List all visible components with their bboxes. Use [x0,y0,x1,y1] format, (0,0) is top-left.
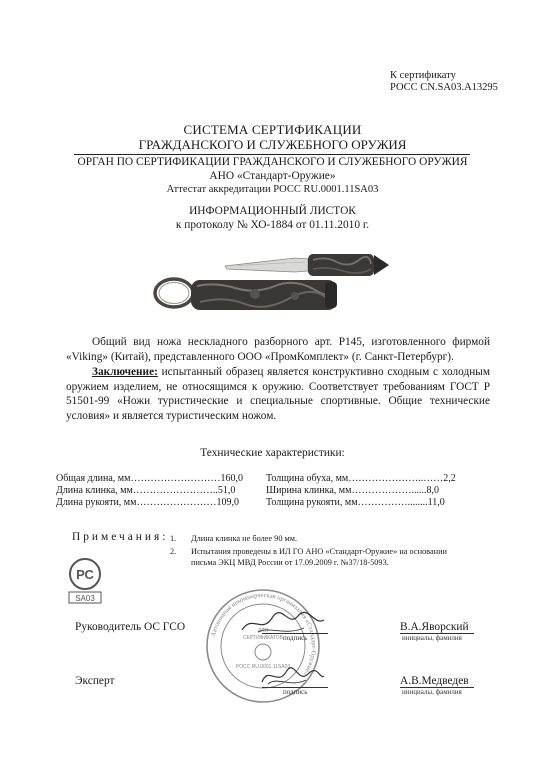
head-role-label: Руководитель ОС ГСО [75,621,186,633]
tech-row-blade-width [266,485,439,496]
note-1-number: 1. [170,534,177,543]
note-2-text-cont: письма ЭКЦ МВД России от 17.09.2009 г. №37/18-5093. [191,558,389,567]
tech-row-handle-length [56,497,239,508]
tech-heading: Технические характеристики: [200,447,345,459]
stamp-inner-code: РОСС RU.0001.11SA03 [235,664,291,670]
certificate-ref-number: РОСС CN.SA03.A13295 [390,82,498,93]
tech-dots: ………………...... [351,485,427,496]
head-signature-caption: подпись [283,634,308,642]
tech-row-total-length [56,473,243,484]
tech-value: 2,2 [443,473,456,484]
tech-dots: ……………………… [130,473,221,484]
tech-row-blade-length [56,485,235,496]
expert-name-caption: инициалы, фамилия [402,688,462,696]
certificate-reference [390,70,498,93]
expert-signature-caption: подпись [283,688,308,696]
certificate-ref-line1: К сертификату [390,70,456,81]
tech-label: Длина клинка, мм [56,485,133,496]
tech-dots: …………………….. [132,485,218,496]
system-title-line1: СИСТЕМА СЕРТИФИКАЦИИ [183,122,362,137]
note-2-text: Испытания проведены в ИЛ ГО АНО «Стандарт-Оружие» на основании [191,547,447,556]
tech-dots: …………………..…… [348,473,444,484]
tech-label: Ширина клинка, мм [266,485,352,496]
stamp-inner-mid: СЕРТИФИКАТОВ [242,635,284,641]
org-name-line1: ОРГАН ПО СЕРТИФИКАЦИИ ГРАЖДАНСКОГО И СЛУЖЕБНОГО ОРУЖИЯ [77,156,468,168]
tech-label: Толщина обуха, мм [266,473,349,484]
tech-row-spine-thickness [266,473,456,484]
document-subtitle: к протоколу № ХО-1884 от 01.11.2010 г. [175,219,370,231]
tech-value: 11,0 [427,497,445,508]
head-name-caption: инициалы, фамилия [402,634,462,642]
logo-code-text: SA03 [75,594,95,603]
tech-value: 51,0 [217,485,236,496]
header-divider [74,154,470,155]
conclusion-paragraph [66,365,490,423]
tech-row-handle-thickness [266,497,445,508]
tech-label: Длина рукояти, мм [56,497,137,508]
logo-mark-text: РС [76,567,94,582]
conclusion-text: испытанный образец является конструктивно сходным с холодным оружием изделием, не относящимся к оружию. Соответствует требованиям ГОСТ Р 51501-99 «Ножи туристические и специальные спортивные. Общие технические условия» и является туристическим ножом. [66,366,490,422]
note-2-number: 2. [170,547,177,556]
accreditation-line: Аттестат аккредитации РОСС RU.0001.11SA03 [166,184,379,195]
tech-label: Общая длина, мм [56,473,131,484]
notes-heading: Примечания: [72,531,169,543]
document-title: ИНФОРМАЦИОННЫЙ ЛИСТОК [189,205,356,217]
description-paragraph: Общий вид ножа нескладного разборного арт. Р145, изготовленного фирмой «Viking» (Китай), представленного ООО «ПромКомплект» (г. Санкт-Петербург). [66,336,490,363]
stamp-outer-text: Автономная некоммерческая организация «Стандарт-Оружие» [209,591,318,677]
conclusion-label: Заключение: [92,366,158,378]
tech-value: 8,0 [426,485,439,496]
tech-value: 160,0 [220,473,243,484]
head-name: В.А.Яворский [400,621,469,633]
tech-value: 109,0 [216,497,239,508]
org-name-line2: АНО «Стандарт-Оружие» [209,170,336,182]
tech-dots: ……………........ [357,497,428,508]
expert-role-label: Эксперт [75,675,115,687]
note-1-text: Длина клинка не более 90 мм. [191,534,298,543]
knife-photo [145,236,395,316]
expert-name: А.В.Медведев [400,675,469,687]
tech-label: Толщина рукояти, мм [266,497,358,508]
stamp-inner-top: ДЛЯ [257,628,269,634]
tech-dots: …………………… [136,497,217,508]
rst-certification-logo [61,556,121,604]
system-title-line2: ГРАЖДАНСКОГО И СЛУЖЕБНОГО ОРУЖИЯ [138,137,407,152]
